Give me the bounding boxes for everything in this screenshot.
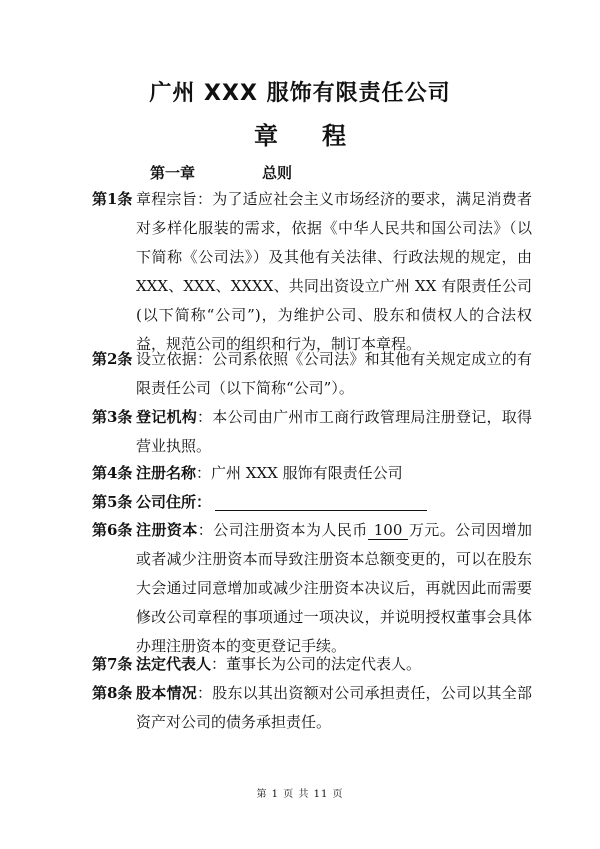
article-body [136, 679, 532, 737]
article-body [136, 650, 532, 679]
article-3 [92, 403, 532, 461]
article-text: ：公司系依照《公司法》和其他有关规定成立的有限责任公司（以下简称“公司”）。 [136, 350, 532, 397]
article-label: 第3条 [92, 408, 133, 426]
article-key: 股本情况 [136, 684, 197, 702]
article-text: ： [196, 493, 212, 511]
article-key: 注册资本 [136, 521, 198, 539]
article-6 [92, 516, 532, 661]
article-text: ：董事长为公司的法定代表人。 [211, 655, 422, 673]
address-blank-line [215, 492, 427, 511]
article-label: 第6条 [92, 521, 133, 539]
article-label: 第4条 [92, 464, 133, 482]
article-key: 登记机构 [136, 408, 197, 426]
article-body [136, 488, 532, 517]
article-text: ：股东以其出资额对公司承担责任，公司以其全部资产对公司的债务承担责任。 [136, 684, 532, 731]
article-key: 设立依据 [136, 350, 197, 368]
article-body [136, 403, 532, 461]
article-7 [92, 650, 532, 679]
article-key: 注册名称 [136, 464, 197, 482]
article-4 [92, 459, 532, 488]
chapter-number: 第一章 [150, 164, 196, 182]
article-label: 第5条 [92, 493, 133, 511]
article-body [136, 185, 532, 359]
article-text: ：广州 XXX 服饰有限责任公司 [196, 464, 403, 482]
page-footer: 第 1 页 共 11 页 [256, 789, 344, 800]
article-label: 第2条 [92, 350, 133, 368]
article-label: 第8条 [92, 684, 133, 702]
article-key: 公司住所 [136, 493, 197, 511]
article-body [136, 345, 532, 403]
article-text: ：本公司由广州市工商行政管理局注册登记，取得营业执照。 [136, 408, 532, 455]
article-key: 法定代表人 [136, 655, 212, 673]
document-subtitle: 章程 [254, 122, 390, 150]
article-text-after: 万元。公司因增加或者减少注册资本而导致注册资本总额变更的，可以在股东大会通过同意增加或减少注册资本决议后，再就因此而需要修改公司章程的事项通过一项决议，并说明授权董事会具体办理注册资本的变更登记手续。 [136, 521, 532, 655]
article-label: 第1条 [92, 190, 133, 208]
article-body [136, 516, 532, 661]
capital-amount: 100 [368, 521, 409, 540]
article-8 [92, 679, 532, 737]
article-text: ：为了适应社会主义市场经济的要求，满足消费者对多样化服装的需求，依据《中华人民共和国公司法》（以下简称《公司法》）及其他有关法律、行政法规的规定，由 XXX、XXX、XXXX、共同出资设立广州 XX 有限责任公司(以下简称“公司”)，为维护公司、股东和债权人的合法权益，规范公司的组织和行为，制订本章程。 [136, 190, 532, 353]
article-body [136, 459, 532, 488]
article-label: 第7条 [92, 655, 133, 673]
article-text-before: ：公司注册资本为人民币 [197, 521, 368, 539]
article-1 [92, 185, 532, 359]
chapter-name: 总则 [262, 164, 293, 182]
document-title: 广州 XXX 服饰有限责任公司 [149, 81, 451, 106]
article-2 [92, 345, 532, 403]
article-5 [92, 488, 532, 517]
article-key: 章程宗旨 [136, 190, 197, 208]
